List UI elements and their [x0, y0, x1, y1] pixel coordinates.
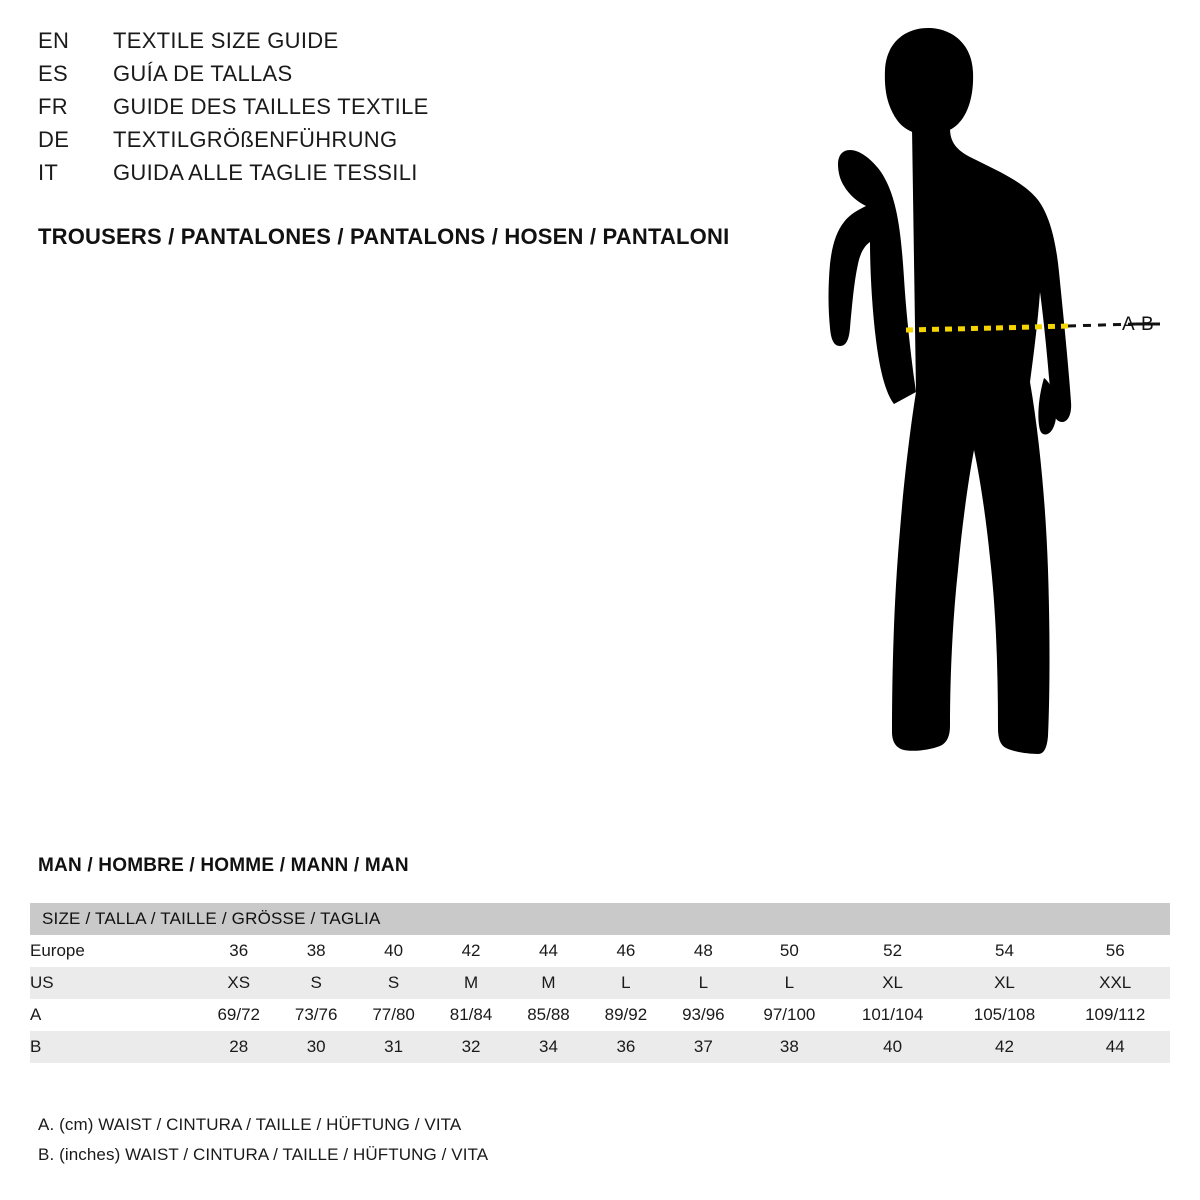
cell-b-3: 31 [384, 1037, 404, 1056]
size-table [30, 903, 1170, 1063]
cell-europe-1: 36 [229, 941, 249, 960]
cell-a-2: 73/76 [294, 1005, 338, 1024]
language-text-en: TEXTILE SIZE GUIDE [113, 28, 339, 53]
cell-b-11: 44 [1105, 1037, 1125, 1056]
language-row-en [38, 28, 798, 61]
cell-a-7: 93/96 [682, 1005, 725, 1024]
cell-us-9: XL [882, 973, 904, 992]
cell-europe-2: 38 [306, 941, 326, 960]
table-header-label: SIZE / TALLA / TAILLE / GRÖSSE / TAGLIA [42, 909, 381, 928]
cell-europe-3: 40 [384, 941, 404, 960]
cell-b-10: 42 [995, 1037, 1014, 1056]
cell-europe-6: 46 [616, 941, 636, 960]
table-row [30, 999, 1170, 1031]
cell-b-2: 30 [306, 1037, 326, 1056]
table-row [30, 935, 1170, 967]
cell-europe-11: 56 [1105, 941, 1125, 960]
cell-europe-7: 48 [693, 941, 713, 960]
cell-a-8: 97/100 [763, 1005, 816, 1024]
cell-a-11: 109/112 [1085, 1005, 1146, 1024]
language-text-de: TEXTILGRÖßENFÜHRUNG [113, 127, 398, 152]
language-text-fr: GUIDE DES TAILLES TEXTILE [113, 94, 429, 119]
cell-b-6: 36 [616, 1037, 636, 1056]
language-row-fr [38, 94, 798, 127]
cell-b-4: 32 [461, 1037, 481, 1056]
cell-a-4: 81/84 [449, 1005, 493, 1024]
row-label-b: B [30, 1037, 42, 1056]
cell-us-7: L [698, 973, 709, 992]
cell-us-1: XS [227, 973, 251, 992]
language-row-de [38, 127, 798, 160]
row-label-a: A [30, 1005, 42, 1024]
language-text-es: GUÍA DE TALLAS [113, 61, 293, 86]
cell-a-6: 89/92 [604, 1005, 648, 1024]
language-code-fr: FR [38, 94, 68, 119]
footnote-b: B. (inches) WAIST / CINTURA / TAILLE / HÜFTUNG / VITA [38, 1145, 489, 1164]
cell-b-5: 34 [539, 1037, 558, 1056]
waist-measure-label: A-B [1122, 314, 1154, 335]
cell-us-8: L [784, 973, 795, 992]
cell-us-2: S [310, 973, 322, 992]
garment-type-title: TROUSERS / PANTALONES / PANTALONS / HOSEN / PANTALONI [38, 224, 730, 249]
man-silhouette-icon [800, 10, 1200, 810]
language-code-es: ES [38, 61, 68, 86]
cell-us-5: M [541, 973, 556, 992]
language-title-block [38, 28, 798, 193]
language-text-it: GUIDA ALLE TAGLIE TESSILI [113, 160, 418, 185]
cell-europe-10: 54 [995, 941, 1014, 960]
cell-us-6: L [621, 973, 631, 992]
footnote-a: A. (cm) WAIST / CINTURA / TAILLE / HÜFTUNG / VITA [38, 1115, 462, 1134]
cell-us-11: XXL [1099, 973, 1132, 992]
cell-europe-5: 44 [539, 941, 558, 960]
row-label-europe: Europe [30, 941, 85, 960]
cell-a-10: 105/108 [973, 1005, 1036, 1024]
cell-europe-9: 52 [883, 941, 903, 960]
cell-a-5: 85/88 [527, 1005, 570, 1024]
row-label-us: US [30, 973, 54, 992]
cell-b-1: 28 [229, 1037, 249, 1056]
table-row [30, 967, 1170, 999]
table-row [30, 1031, 1170, 1063]
footnotes [38, 1110, 488, 1170]
table-header-row [30, 903, 1170, 935]
language-code-en: EN [38, 28, 70, 53]
cell-a-1: 69/72 [217, 1005, 260, 1024]
cell-us-10: XL [994, 973, 1015, 992]
figure-illustration [800, 10, 1200, 810]
cell-a-9: 101/104 [861, 1005, 924, 1024]
cell-us-3: S [387, 973, 400, 992]
language-code-de: DE [38, 127, 70, 152]
language-row-es [38, 61, 798, 94]
table-section-title: MAN / HOMBRE / HOMME / MANN / MAN [38, 855, 409, 876]
language-code-it: IT [38, 160, 59, 185]
cell-b-9: 40 [883, 1037, 903, 1056]
cell-europe-4: 42 [461, 941, 481, 960]
language-row-it [38, 160, 798, 193]
cell-b-7: 37 [693, 1037, 713, 1056]
cell-us-4: M [463, 973, 479, 992]
cell-a-3: 77/80 [372, 1005, 415, 1024]
cell-b-8: 38 [779, 1037, 799, 1056]
cell-europe-8: 50 [779, 941, 799, 960]
